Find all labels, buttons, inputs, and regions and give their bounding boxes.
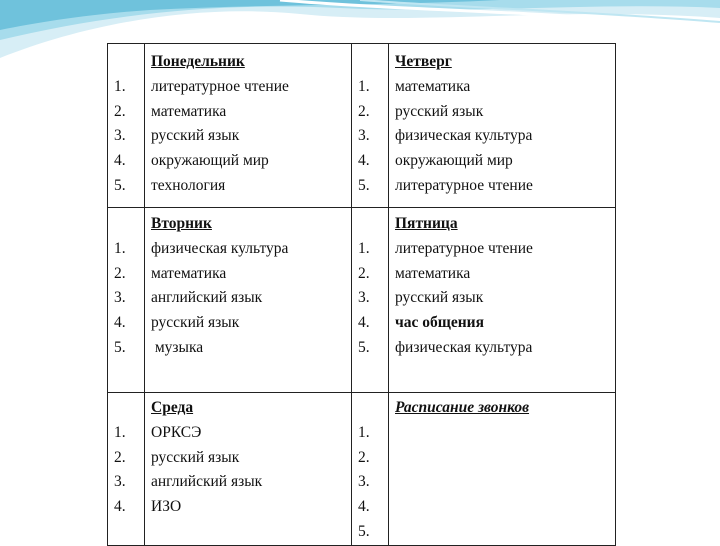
bell-number: 1. [358,423,370,441]
lesson-number: 2. [114,448,126,466]
schedule-row-2 [108,208,616,393]
lesson-number: 3. [358,127,370,145]
subject: музыка [151,338,204,356]
tuesday-cell [145,208,352,393]
subject: ИЗО [151,498,182,516]
friday-numbers [352,208,389,393]
bell-number: 3. [358,473,370,491]
lesson-number: 4. [114,314,126,332]
thursday-numbers [352,44,389,208]
lesson-number: 1. [358,77,370,95]
lesson-number: 5. [114,176,126,194]
subject: русский язык [151,314,240,332]
lesson-number: 2. [358,102,370,120]
lesson-number: 5. [358,176,370,194]
subject: английский язык [151,473,263,491]
bell-schedule-title: Расписание звонков [395,399,530,416]
subject: математика [151,102,227,120]
schedule-table [107,43,616,546]
wednesday-cell [145,393,352,546]
lesson-number: 2. [114,102,126,120]
bell-number: 5. [358,522,370,540]
bells-cell [389,393,616,546]
subject: литературное чтение [395,239,533,257]
monday-numbers [108,44,145,208]
lesson-number: 3. [114,289,126,307]
lesson-number: 4. [358,152,370,170]
tuesday-numbers [108,208,145,393]
lesson-number: 1. [114,77,126,95]
lesson-number: 2. [358,264,370,282]
subject: технология [151,176,226,194]
subject: окружающий мир [151,152,269,170]
subject: физическая культура [395,127,533,145]
wednesday-numbers [108,393,145,546]
subject: русский язык [395,289,484,307]
lesson-number: 5. [358,338,370,356]
subject: русский язык [151,448,240,466]
subject: математика [395,264,471,282]
lesson-number: 1. [358,239,370,257]
lesson-number: 4. [114,498,126,516]
lesson-number: 3. [114,473,126,491]
lesson-number: 3. [358,289,370,307]
bell-number: 4. [358,498,370,516]
lesson-number: 1. [114,239,126,257]
subject: русский язык [395,102,484,120]
subject: математика [151,264,227,282]
subject: ОРКСЭ [151,423,202,441]
thursday-cell [389,44,616,208]
lesson-number: 4. [358,314,370,332]
subject: математика [395,77,471,95]
bells-numbers [352,393,389,546]
subject: окружающий мир [395,152,513,170]
day-title-friday: Пятница [395,215,458,232]
lesson-number: 4. [114,152,126,170]
subject: физическая культура [151,239,289,257]
subject: физическая культура [395,338,533,356]
bell-number: 2. [358,448,370,466]
monday-cell [145,44,352,208]
subject: русский язык [151,127,240,145]
subject: литературное чтение [395,176,533,194]
day-title-thursday: Четверг [395,53,452,70]
lesson-number: 5. [114,338,126,356]
day-title-monday: Понедельник [151,53,245,70]
day-title-tuesday: Вторник [151,215,212,232]
subject: английский язык [151,289,263,307]
subject: литературное чтение [151,77,289,95]
lesson-number: 2. [114,264,126,282]
friday-cell [389,208,616,393]
schedule-row-1 [108,44,616,208]
subject-highlighted: час общения [395,314,484,332]
lesson-number: 3. [114,127,126,145]
lesson-number: 1. [114,423,126,441]
day-title-wednesday: Среда [151,399,194,416]
schedule-row-3 [108,393,616,546]
